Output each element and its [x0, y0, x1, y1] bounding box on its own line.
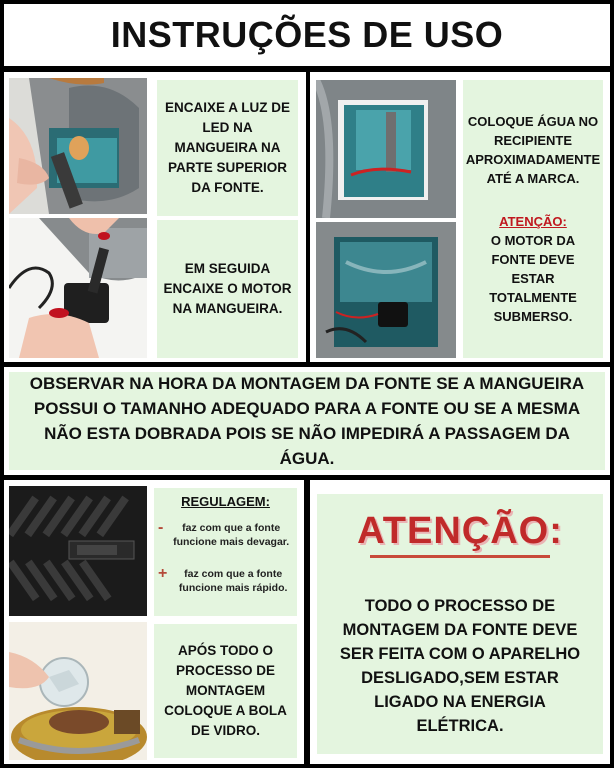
regulation-title: REGULAGEM: — [181, 494, 270, 509]
step-ball-panel — [154, 624, 297, 758]
regulation-minus-row — [158, 521, 293, 549]
page-title: INSTRUÇÕES DE USO — [4, 4, 610, 66]
photo-motor-regulator-illustration — [9, 486, 147, 616]
step-ball-text: APÓS TODO O PROCESSO DE MONTAGEM COLOQUE A BOLA DE VIDRO. — [164, 643, 287, 738]
warning-label: ATENÇÃO: — [499, 214, 567, 229]
hose-notice-banner — [9, 372, 605, 470]
photo-motor-hose-illustration — [9, 218, 147, 358]
photo-submerged-motor-illustration — [316, 222, 456, 358]
photo-water-tank — [316, 80, 456, 218]
minus-icon: - — [158, 519, 164, 536]
step-motor-text: EM SEGUIDA ENCAIXE O MOTOR NA MANGUEIRA. — [163, 261, 292, 316]
photo-glass-ball-illustration — [9, 622, 147, 760]
warning-text: O MOTOR DA FONTE DEVE ESTAR TOTALMENTE SUBMERSO. — [489, 233, 577, 324]
step-led-panel — [157, 80, 298, 216]
photo-led-hose — [9, 78, 147, 214]
photo-led-hose-illustration — [9, 78, 147, 214]
attention-panel — [317, 494, 603, 754]
regulation-minus-text: faz com que a fonte funcione mais devagar. — [173, 522, 290, 548]
step-led-text: ENCAIXE A LUZ DE LED NA MANGUEIRA NA PARTE SUPERIOR DA FONTE. — [164, 100, 290, 195]
regulation-plus-row — [158, 567, 293, 595]
attention-text: TODO O PROCESSO DE MONTAGEM DA FONTE DEVE SER FEITA COM O APARELHO DESLIGADO,SEM ESTAR LIGADO NA ENERGIA ELÉTRICA. — [339, 597, 581, 735]
hose-notice-text: OBSERVAR NA HORA DA MONTAGEM DA FONTE SE A MANGUEIRA POSSUI O TAMANHO ADEQUADO PARA A FONTE OU SE A MESMA NÃO ESTA DOBRADA POIS SE NÃO IMPEDIRÁ A PASSAGEM DA ÁGUA. — [29, 374, 585, 468]
step-water-text: COLOQUE ÁGUA NO RECIPIENTE APROXIMADAMENTE ATÉ A MARCA. — [465, 114, 601, 186]
regulation-panel — [154, 488, 297, 616]
photo-motor-hose — [9, 218, 147, 358]
attention-underline — [370, 555, 550, 558]
step-motor-panel — [157, 220, 298, 358]
plus-icon: + — [158, 565, 168, 582]
attention-heading: ATENÇÃO: — [357, 510, 563, 552]
step-water-panel — [463, 80, 603, 358]
photo-water-tank-illustration — [316, 80, 456, 218]
photo-submerged-motor — [316, 222, 456, 358]
photo-motor-regulator — [9, 486, 147, 616]
photo-glass-ball — [9, 622, 147, 760]
regulation-plus-text: faz com que a fonte funcione mais rápido. — [178, 568, 288, 594]
